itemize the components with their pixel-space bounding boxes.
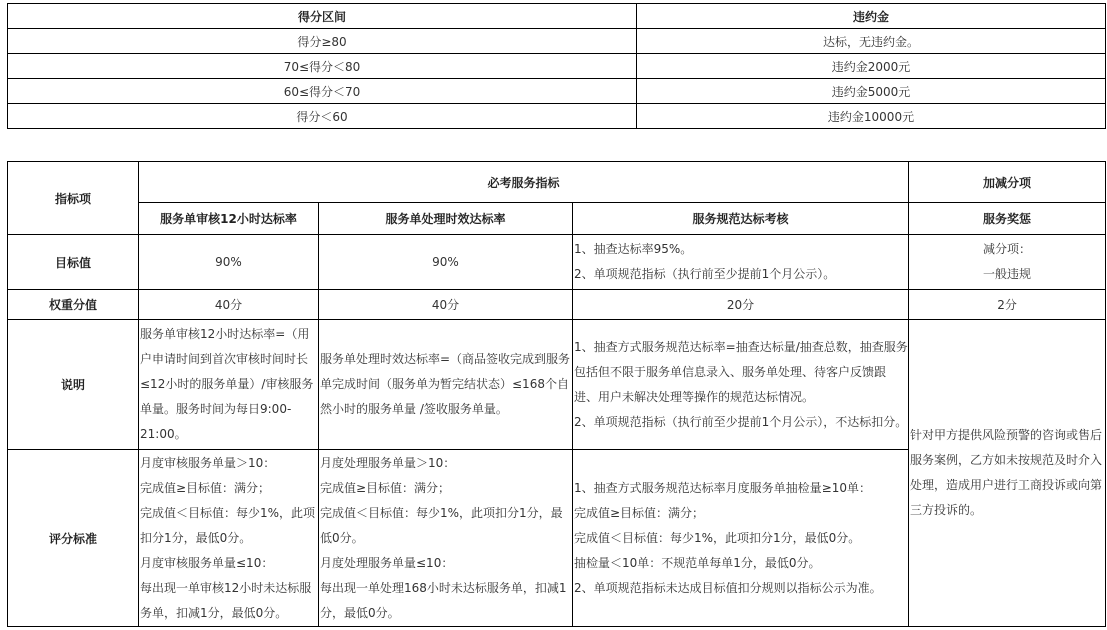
description-row xyxy=(8,320,1106,450)
text-line: 完成值≥目标值：满分； xyxy=(140,480,271,495)
target-audit-rate: 90% xyxy=(139,235,319,290)
target-row xyxy=(8,235,1106,290)
text-line: 2、单项规范指标未达成目标值扣分规则以指标公示为准。 xyxy=(574,580,882,595)
description-audit-rate: 服务单审核12小时达标率=（用户申请时间到首次审核时间时长≤12小时的服务单量）/审核服务单量。服务时间为每日9:00-21:00。 xyxy=(139,320,319,450)
text-line: 完成值＜目标值：每少1%，此项扣分1分，最低0分。 xyxy=(574,530,861,545)
penalty-cell: 违约金2000元 xyxy=(637,54,1106,79)
text-line: 1、抽查达标率95%。 xyxy=(574,242,693,256)
penalty-cell: 达标，无违约金。 xyxy=(637,29,1106,54)
group-header-row xyxy=(8,162,1106,203)
text-line: 一般违规 xyxy=(983,267,1032,281)
table-row xyxy=(8,104,1106,129)
text-line: 2、单项规范指标（执行前至少提前1个月公示）。 xyxy=(574,267,836,281)
header-penalty: 违约金 xyxy=(637,4,1106,29)
target-standard-check xyxy=(573,235,909,290)
text-line: 每出现一单处理168小时未达标服务单，扣减1分，最低0分。 xyxy=(320,580,567,620)
penalty-table xyxy=(7,3,1106,129)
column-header-row xyxy=(8,203,1106,235)
text-line: 1、抽查方式服务规范达标率=抽查达标量/抽查总数，抽查服务包括但不限于服务单信息录入、服务单处理、待客户反馈跟进、用户未解决处理等操作的规范达标情况。 xyxy=(574,339,908,404)
scoring-processing-rate xyxy=(319,450,573,627)
text-line: 月度处理服务单量≤10： xyxy=(320,555,454,570)
group-bonus-header: 加减分项 xyxy=(909,162,1106,203)
row-label-target: 目标值 xyxy=(8,235,139,290)
corner-label: 指标项 xyxy=(8,162,139,235)
group-required-header: 必考服务指标 xyxy=(139,162,909,203)
weight-processing-rate: 40分 xyxy=(319,290,573,320)
weight-standard-check: 20分 xyxy=(573,290,909,320)
row-label-weight: 权重分值 xyxy=(8,290,139,320)
row-label-scoring: 评分标准 xyxy=(8,450,139,627)
table-row xyxy=(8,54,1106,79)
text-line: 完成值≥目标值：满分； xyxy=(320,480,451,495)
header-score-range: 得分区间 xyxy=(8,4,637,29)
text-line: 完成值≥目标值：满分； xyxy=(574,505,705,520)
text-line: 月度处理服务单量＞10： xyxy=(320,455,456,470)
weight-row xyxy=(8,290,1106,320)
text-line: 完成值＜目标值：每少1%，此项扣分1分，最低0分。 xyxy=(140,505,316,545)
indicator-table xyxy=(7,161,1106,627)
description-standard-check xyxy=(573,320,909,450)
score-range-cell: 得分＜60 xyxy=(8,104,637,129)
table-row xyxy=(8,29,1106,54)
text-line: 减分项： xyxy=(983,242,1032,256)
column-header-processing-rate: 服务单处理时效达标率 xyxy=(319,203,573,235)
penalty-cell: 违约金10000元 xyxy=(637,104,1106,129)
text-line: 抽检量＜10单：不规范单每单1分，最低0分。 xyxy=(574,555,821,570)
table-row xyxy=(8,79,1106,104)
description-rewards: 针对甲方提供风险预警的咨询或售后服务案例，乙方如未按规范及时介入处理，造成用户进行工商投诉或向第三方投诉的。 xyxy=(909,320,1106,627)
row-label-description: 说明 xyxy=(8,320,139,450)
penalty-header-row xyxy=(8,4,1106,29)
scoring-audit-rate xyxy=(139,450,319,627)
text-line: 每出现一单审核12小时未达标服务单，扣减1分，最低0分。 xyxy=(140,580,312,620)
column-header-rewards: 服务奖惩 xyxy=(909,203,1106,235)
target-rewards xyxy=(909,235,1106,290)
weight-audit-rate: 40分 xyxy=(139,290,319,320)
description-processing-rate: 服务单处理时效达标率=（商品签收完成到服务单完成时间（服务单为暂完结状态）≤168个自然小时的服务单量 /签收服务单量。 xyxy=(319,320,573,450)
scoring-standard-check xyxy=(573,450,909,627)
penalty-cell: 违约金5000元 xyxy=(637,79,1106,104)
score-range-cell: 60≤得分＜70 xyxy=(8,79,637,104)
weight-rewards: 2分 xyxy=(909,290,1106,320)
column-header-audit-rate: 服务单审核12小时达标率 xyxy=(139,203,319,235)
target-processing-rate: 90% xyxy=(319,235,573,290)
text-line: 2、单项规范指标（执行前至少提前1个月公示），不达标扣分。 xyxy=(574,414,908,429)
text-line: 月度审核服务单量≤10： xyxy=(140,555,274,570)
score-range-cell: 70≤得分＜80 xyxy=(8,54,637,79)
text-line: 1、抽查方式服务规范达标率月度服务单抽检量≥10单： xyxy=(574,480,871,495)
text-line: 完成值＜目标值：每少1%，此项扣分1分，最低0分。 xyxy=(320,505,563,545)
score-range-cell: 得分≥80 xyxy=(8,29,637,54)
text-line: 月度审核服务单量＞10： xyxy=(140,455,276,470)
column-header-standard-check: 服务规范达标考核 xyxy=(573,203,909,235)
